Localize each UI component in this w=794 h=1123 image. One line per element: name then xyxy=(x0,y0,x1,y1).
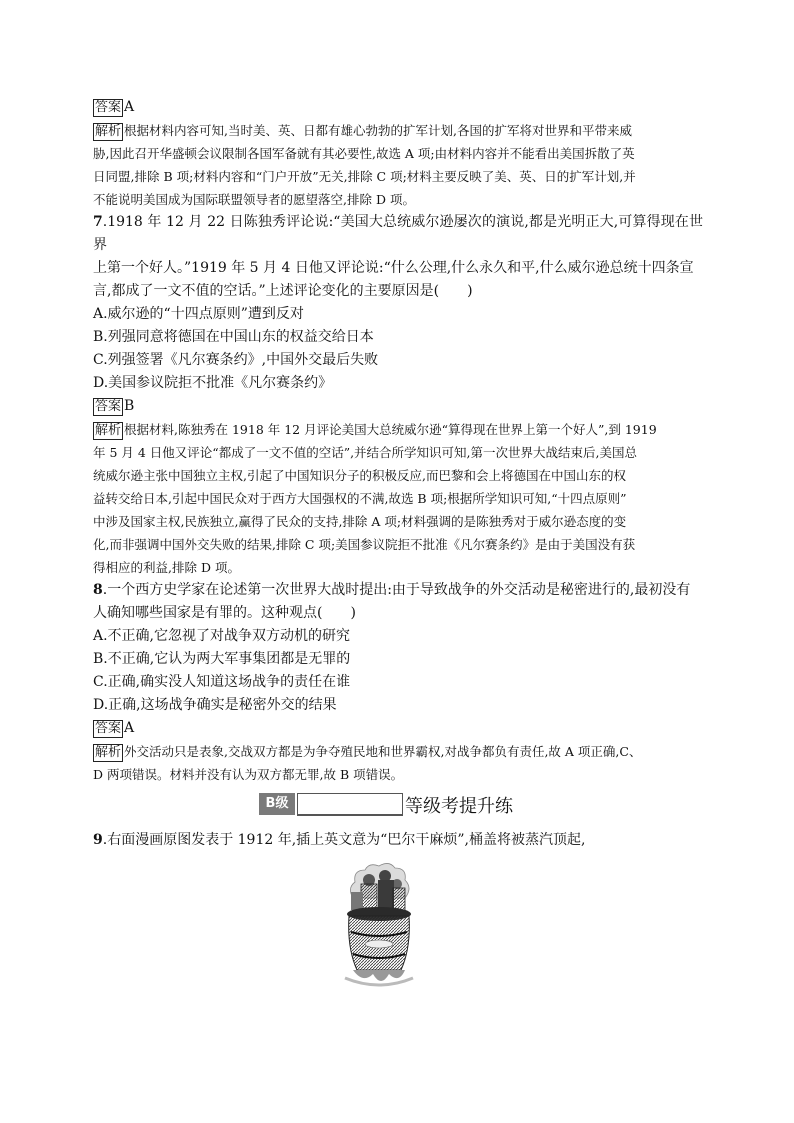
option-a: A.威尔逊的“十四点原则”遭到反对 xyxy=(93,306,304,322)
option-d: D.美国参议院拒不批准《凡尔赛条约》 xyxy=(93,375,333,391)
question-stem-line: 8.一个西方史学家在论述第一次世界大战时提出:由于导致战争的外交活动是秘密进行的,最初没有 xyxy=(93,582,691,598)
question-stem-line: 人确知哪些国家是有罪的。这种观点( ) xyxy=(93,605,356,621)
explanation-line: 统威尔逊主张中国独立主权,引起了中国知识分子的积极反应,而巴黎和会上将德国在中国山东的权 xyxy=(93,468,626,483)
question-number: 9 xyxy=(93,832,103,848)
option-c: C.列强签署《凡尔赛条约》,中国外交最后失败 xyxy=(93,352,379,368)
explanation-block xyxy=(93,119,703,211)
question-9 xyxy=(93,829,703,852)
explanation-line: 益转交给日本,引起中国民众对于西方大国强权的不满,故选 B 项;根据所学知识可知,“十四点原则” xyxy=(93,491,627,506)
question-stem-line: 言,都成了一文不值的空话。”上述评论变化的主要原因是( ) xyxy=(93,283,473,299)
explanation-line: 日同盟,排除 B 项;材料内容和“门户开放”无关,排除 C 项;材料主要反映了美、英、日的扩军计划,并 xyxy=(93,169,636,184)
question-stem-line: 7.1918 年 12 月 22 日陈独秀评论说:“美国大总统威尔逊屡次的演说,都是光明正大,可算得现在世界 xyxy=(93,214,703,253)
answer-row xyxy=(93,717,703,740)
option-a: A.不正确,它忽视了对战争双方动机的研究 xyxy=(93,628,351,644)
question-number: 8 xyxy=(93,582,103,598)
answer-value: A xyxy=(124,99,135,115)
cartoon-illustration xyxy=(343,858,415,990)
explanation-tag: 解析 xyxy=(95,124,122,139)
section-title: 等级考提升练 xyxy=(405,796,513,817)
answer-row xyxy=(93,395,703,418)
answer-row xyxy=(93,96,703,119)
explanation-block xyxy=(93,418,703,579)
answer-tag: 答案 xyxy=(95,100,122,115)
option-d: D.正确,这场战争确实是秘密外交的结果 xyxy=(93,697,337,713)
explanation-line: 年 5 月 4 日他又评论“都成了一文不值的空话”,并结合所学知识可知,第一次世界大战结束后,美国总 xyxy=(93,445,638,460)
document-page xyxy=(93,96,703,990)
question-number: 7 xyxy=(93,214,103,230)
explanation-line: 化,而非强调中国外交失败的结果,排除 C 项;美国参议院拒不批准《凡尔赛条约》是由于美国没有获 xyxy=(93,537,636,552)
explanation-line: 中涉及国家主权,民族独立,赢得了民众的支持,排除 A 项;材料强调的是陈独秀对于威尔逊态度的变 xyxy=(93,514,627,529)
option-c: C.正确,确实没人知道这场战争的责任在谁 xyxy=(93,674,351,690)
explanation-line: D 两项错误。材料并没有认为双方都无罪,故 B 项错误。 xyxy=(93,767,404,782)
level-badge: B级 xyxy=(259,793,295,815)
question-8 xyxy=(93,579,703,625)
answer-tag: 答案 xyxy=(95,721,122,736)
section-header xyxy=(93,789,703,823)
option-b: B.列强同意将德国在中国山东的权益交给日本 xyxy=(93,329,374,345)
explanation-line: 得相应的利益,排除 D 项。 xyxy=(93,560,240,575)
option-b: B.不正确,它认为两大军事集团都是无罪的 xyxy=(93,651,351,667)
level-bar xyxy=(297,793,403,816)
cartoon-drawing xyxy=(343,858,415,990)
explanation-tag: 解析 xyxy=(95,423,122,438)
explanation-line: 解析 根据材料,陈独秀在 1918 年 12 月评论美国大总统威尔逊“算得现在世界上第一个好人”,到 1919 xyxy=(95,422,657,438)
answer-value: A xyxy=(124,720,135,736)
explanation-line: 不能说明美国成为国际联盟领导者的愿望落空,排除 D 项。 xyxy=(93,192,415,207)
explanation-line: 解析 根据材料内容可知,当时美、英、日都有雄心勃勃的扩军计划,各国的扩军将对世界和平带来威 xyxy=(95,123,632,139)
explanation-block xyxy=(93,740,703,786)
answer-value: B xyxy=(124,398,135,414)
explanation-line: 解析 外交活动只是表象,交战双方都是为争夺殖民地和世界霸权,对战争都负有责任,故 A 项正确,C、 xyxy=(95,744,642,760)
question-stem-line: 上第一个好人。”1919 年 5 月 4 日他又评论说:“什么公理,什么永久和平,什么威尔逊总统十四条宣 xyxy=(93,260,694,276)
question-stem-line: .右面漫画原图发表于 1912 年,插上英文意为“巴尔干麻烦”,桶盖将被蒸汽顶起, xyxy=(102,832,586,848)
question-7 xyxy=(93,211,703,303)
answer-tag: 答案 xyxy=(95,399,122,414)
explanation-tag: 解析 xyxy=(95,745,122,760)
explanation-line: 胁,因此召开华盛顿会议限制各国军备就有其必要性,故选 A 项;由材料内容并不能看出美国拆散了英 xyxy=(93,146,635,161)
